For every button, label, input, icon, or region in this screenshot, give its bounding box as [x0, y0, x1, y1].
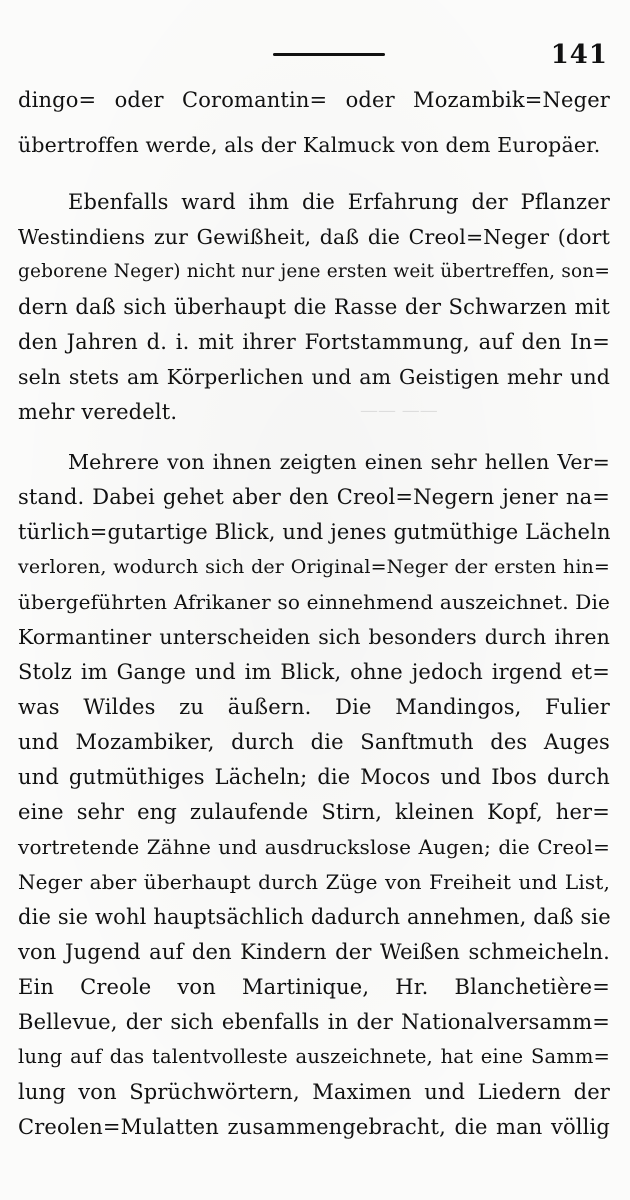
text-line: von Jugend auf den Kindern der Weißen schmeicheln. — [18, 940, 610, 964]
text-line: Westindiens zur Gewißheit, daß die Creol=Neger (dort — [18, 225, 610, 249]
text-line: verloren, wodurch sich der Original=Neger der ersten hin= — [18, 556, 610, 578]
text-line: die sie wohl hauptsächlich dadurch annehmen, daß sie — [18, 905, 611, 929]
text-line: lung auf das talentvolleste auszeichnete, hat eine Samm= — [18, 1045, 610, 1068]
text-line: Stolz im Gange und im Blick, ohne jedoch irgend et= — [18, 660, 610, 684]
text-line: seln stets am Körperlichen und am Geistigen mehr und — [18, 365, 610, 389]
bleed-through-text: —— —— — [360, 400, 438, 421]
text-line: Creolen=Mulatten zusammengebracht, die man völlig — [18, 1115, 610, 1139]
text-line: Kormantiner unterscheiden sich besonders durch ihren — [18, 625, 610, 649]
text-line: stand. Dabei gehet aber den Creol=Negern jener na= — [18, 485, 610, 509]
text-line: Ebenfalls ward ihm die Erfahrung der Pflanzer — [68, 190, 610, 214]
text-line: türlich=gutartige Blick, und jenes gutmüthige Lächeln — [18, 520, 611, 544]
header-rule — [273, 53, 385, 56]
page-number: 141 — [550, 40, 608, 70]
text-line: und Mozambiker, durch die Sanftmuth des Auges — [18, 730, 610, 754]
text-line: Neger aber überhaupt durch Züge von Freiheit und List, — [18, 870, 610, 894]
text-line: mehr veredelt. — [18, 400, 178, 424]
text-line: lung von Sprüchwörtern, Maximen und Liedern der — [18, 1080, 610, 1104]
text-line: vortretende Zähne und ausdruckslose Augen; die Creol= — [18, 835, 610, 859]
text-line: Ein Creole von Martinique, Hr. Blanchetière= — [18, 975, 610, 999]
text-line: übergeführten Afrikaner so einnehmend auszeichnet. Die — [18, 590, 610, 614]
text-line: dern daß sich überhaupt die Rasse der Schwarzen mit — [18, 295, 610, 319]
text-line: übertroffen werde, als der Kalmuck von dem Europäer. — [18, 133, 601, 157]
text-line: Bellevue, der sich ebenfalls in der Nationalversamm= — [18, 1010, 610, 1034]
text-line: was Wildes zu äußern. Die Mandingos, Fulier — [18, 695, 610, 719]
text-line: dingo= oder Coromantin= oder Mozambik=Neger — [18, 88, 610, 112]
text-line: Mehrere von ihnen zeigten einen sehr hellen Ver= — [68, 450, 610, 474]
text-line: eine sehr eng zulaufende Stirn, kleinen Kopf, her= — [18, 800, 610, 824]
text-line: und gutmüthiges Lächeln; die Mocos und Ibos durch — [18, 765, 610, 789]
text-line: geborene Neger) nicht nur jene ersten weit übertreffen, son= — [18, 261, 610, 282]
text-line: den Jahren d. i. mit ihrer Fortstammung, auf den In= — [18, 330, 610, 354]
